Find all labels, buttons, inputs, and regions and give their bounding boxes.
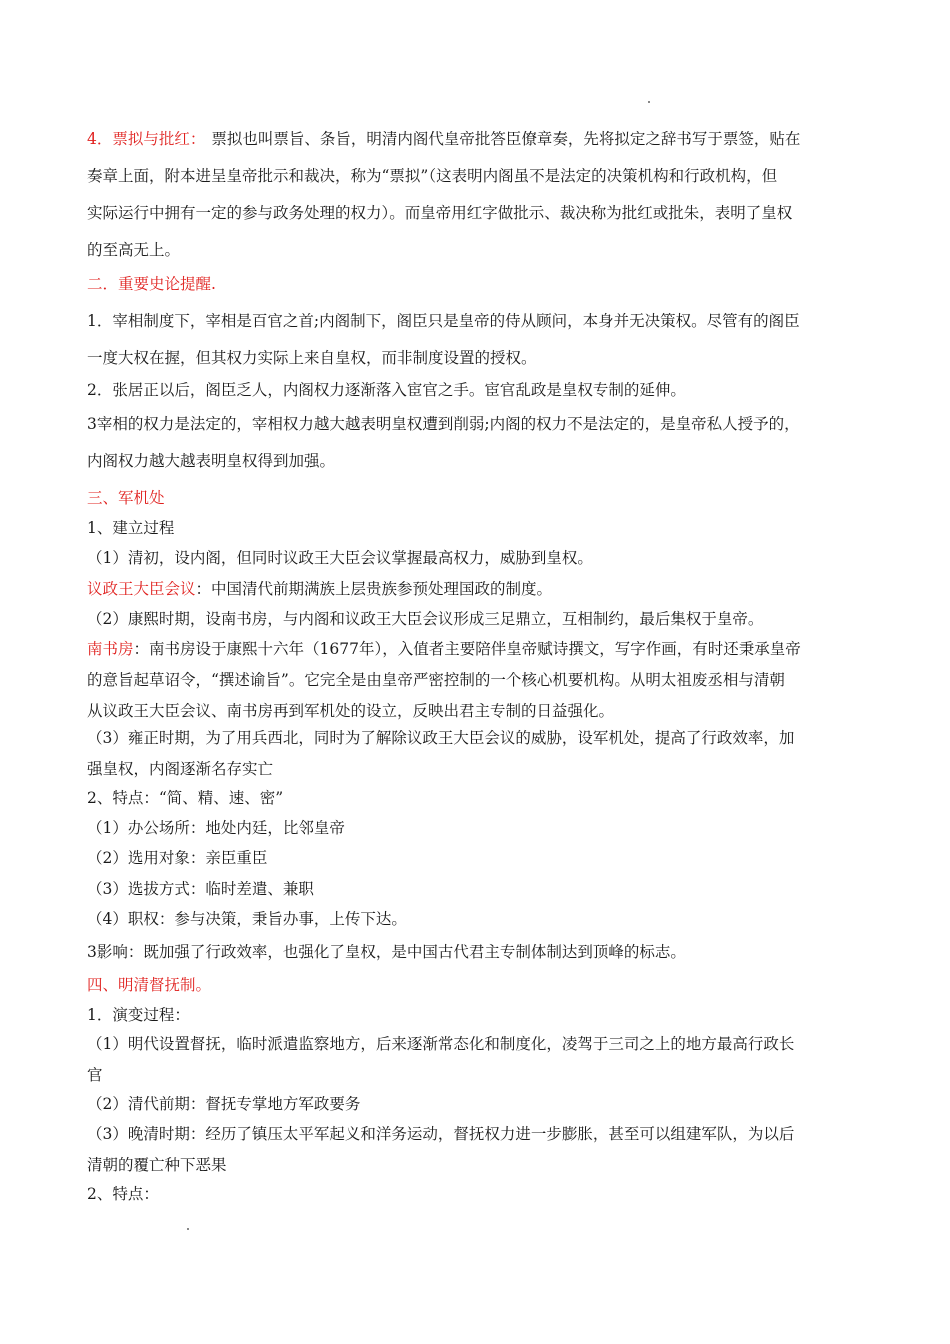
s2-p3-line1: 3宰相的权力是法定的，宰相权力越大越表明皇权遭到削弱;内阁的权力不是法定的，是皇帝私人授予的， [87, 415, 800, 433]
section4-title: 四、明清督抚制。 [87, 976, 212, 994]
item4-text1: 票拟也叫票旨、条旨，明清内阁代皇帝批答臣僚章奏，先将拟定之辞书写于票签，贴在 [211, 130, 801, 148]
s3-f1: （1）办公场所：地处内廷，比邻皇帝 [87, 819, 345, 837]
s4-e3-line2: 清朝的覆亡种下恶果 [87, 1156, 227, 1174]
s4-e3-block [87, 1119, 863, 1181]
s4-sub2: 2、特点： [87, 1185, 159, 1203]
s3-f4: （4）职权：参与决策，秉旨办事，上传下达。 [87, 910, 407, 928]
section2-p1 [87, 303, 863, 377]
s3-sub3: 3影响：既加强了行政效率，也强化了皇权，是中国古代君主专制体制达到顶峰的标志。 [87, 943, 686, 961]
item4-line1 [87, 121, 863, 158]
s4-e1-line1: （1）明代设置督抚，临时派遣监察地方，后来逐渐常态化和制度化，凌驾于三司之上的地方最高行政长 [87, 1035, 795, 1053]
item4-label: 4．票拟与批红： [87, 130, 206, 148]
section3-title: 三、军机处 [87, 489, 165, 507]
s3-a2: （2）康熙时期，设南书房，与内阁和议政王大臣会议形成三足鼎立，互相制约，最后集权于皇帝。 [87, 610, 764, 628]
s3-sub1: 1、建立过程 [87, 519, 175, 537]
s4-e3-line1: （3）晚清时期：经历了镇压太平军起义和洋务运动，督抚权力进一步膨胀，甚至可以组建军队，为以后 [87, 1125, 795, 1143]
footer-dot [187, 1228, 189, 1230]
s4-e2: （2）清代前期：督抚专掌地方军政要务 [87, 1095, 361, 1113]
header-dot [648, 101, 650, 103]
s4-e1-line2: 官 [87, 1066, 103, 1084]
item4-block [87, 121, 863, 269]
item4-line3: 实际运行中拥有一定的参与政务处理的权力）。而皇帝用红字做批示、裁决称为批红或批朱，表明了皇权 [87, 204, 793, 222]
section2-p2: 2．张居正以后，阁臣乏人，内阁权力逐渐落入宦官之手。宦官乱政是皇权专制的延伸。 [87, 381, 686, 399]
section2-p3 [87, 406, 863, 480]
term2-text1: ：南书房设于康熙十六年（1677年），入值者主要陪伴皇帝赋诗撰文，写字作画，有时还秉承皇帝 [133, 640, 801, 658]
s3-f3: （3）选拔方式：临时差遣、兼职 [87, 880, 314, 898]
term2-line3: 从议政王大臣会议、南书房再到军机处的设立，反映出君主专制的日益强化。 [87, 702, 615, 720]
term2-label: 南书房 [87, 640, 134, 658]
s3-sub2: 2、特点：“简、精、速、密” [87, 789, 284, 807]
s4-e1-block [87, 1029, 863, 1091]
s4-sub1: 1．演变过程： [87, 1006, 190, 1024]
item4-line4: 的至高无上。 [87, 241, 181, 259]
s3-f2: （2）选用对象：亲臣重臣 [87, 849, 268, 867]
term2-line1 [87, 634, 863, 665]
s3-a1: （1）清初，设内阁，但同时议政王大臣会议掌握最高权力，威胁到皇权。 [87, 549, 593, 567]
s2-p3-line2: 内阁权力越大越表明皇权得到加强。 [87, 452, 336, 470]
s3-term1 [87, 577, 552, 601]
s2-p1-line2: 一度大权在握，但其权力实际上来自皇权，而非制度设置的授权。 [87, 349, 537, 367]
s3-a3-line1: （3）雍正时期，为了用兵西北，同时为了解除议政王大臣会议的威胁，设军机处，提高了行政效率，加 [87, 729, 795, 747]
item4-line2: 奏章上面，附本进呈皇帝批示和裁决，称为“票拟”（这表明内阁虽不是法定的决策机构和行政机构，但 [87, 167, 778, 185]
s3-term2-block [87, 634, 863, 727]
section2-title: 二．重要史论提醒. [87, 275, 216, 293]
term2-line2: 的意旨起草诏令，“撰述谕旨”。它完全是由皇帝严密控制的一个核心机要机构。从明太祖废丞相与清朝 [87, 671, 785, 689]
term1-text: ：中国清代前期满族上层贵族参预处理国政的制度。 [195, 580, 553, 598]
s2-p1-line1: 1．宰相制度下，宰相是百官之首;内阁制下，阁臣只是皇帝的侍从顾问，本身并无决策权。尽管有的阁臣 [87, 312, 800, 330]
s3-a3-line2: 强皇权，内阁逐渐名存实亡 [87, 760, 274, 778]
s3-a3-block [87, 723, 863, 785]
term1-label: 议政王大臣会议 [87, 580, 196, 598]
